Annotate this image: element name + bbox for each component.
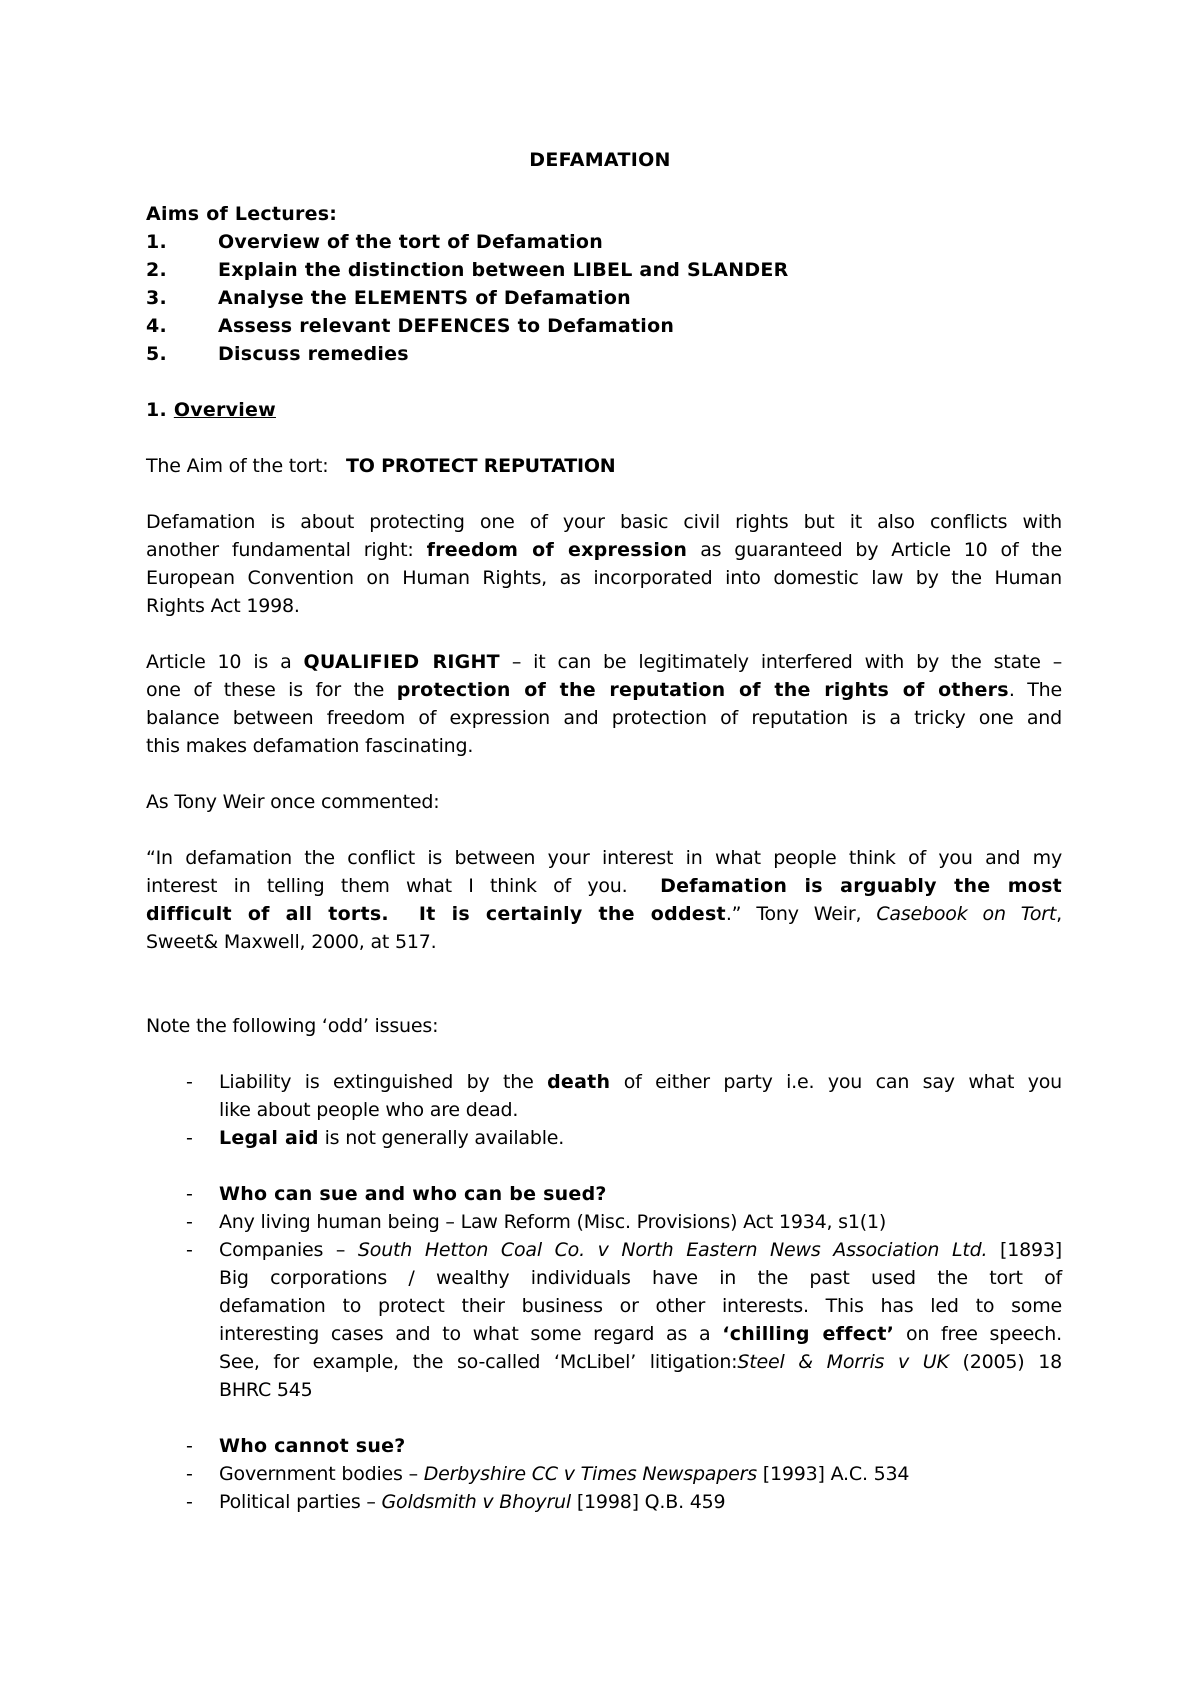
bullet-1-line2: like about people who are dead. [219, 1099, 519, 1121]
quote-line1: “In defamation the conflict is between your interest in what people think of you and my [146, 847, 1062, 869]
para2-emphasis: protection of the reputation of the rights of others [396, 679, 1009, 701]
para1-line3: European Convention on Human Rights, as incorporated into domestic law by the Human [146, 567, 1062, 589]
bullet-text: [1993] A.C. 534 [762, 1463, 910, 1485]
bullet-emphasis: ‘chilling effect’ [722, 1323, 895, 1345]
bullet-text: Companies – [219, 1239, 346, 1261]
case-name: Derbyshire CC v Times Newspapers [423, 1463, 757, 1485]
bullet-emphasis: death [547, 1071, 611, 1093]
para2-text: . [1008, 679, 1015, 701]
aims-item-number: 1. [146, 231, 167, 253]
aims-item-2 [146, 256, 789, 284]
bullet-5-line1 [219, 1236, 1062, 1264]
bullet-text: of either party i.e. you can say what you [623, 1071, 1063, 1093]
para1-line1: Defamation is about protecting one of your basic civil rights but it also conflicts with [146, 511, 1062, 533]
aims-item-text: Overview of the tort of Defamation [218, 231, 603, 253]
bullet-text: Liability is extinguished by the [219, 1071, 534, 1093]
bullet-text: See, for example, the so-called ‘McLibel’ litigation: [219, 1351, 738, 1373]
aims-item-text: Analyse the ELEMENTS of Defamation [218, 287, 631, 309]
bullet-6-heading: Who cannot sue? [219, 1435, 406, 1457]
aims-item-text: Explain the distinction between LIBEL and SLANDER [218, 259, 789, 281]
quote-book-title: Casebook on Tort [876, 903, 1057, 925]
para2-emphasis: QUALIFIED RIGHT [303, 651, 500, 673]
bullet-5-line2: Big corporations / wealthy individuals have in the past used the tort of [219, 1267, 1062, 1289]
para2-line2 [146, 676, 1062, 704]
quote-emphasis: difficult of all torts. [146, 903, 389, 925]
quote-emphasis: It is certainly the oddest [418, 903, 726, 925]
bullet-dash: - [186, 1491, 193, 1513]
aims-item-5 [146, 340, 409, 368]
bullet-5-line3: defamation to protect their business or other interests. This has led to some [219, 1295, 1062, 1317]
aim-value: TO PROTECT REPUTATION [346, 455, 616, 477]
quote-text: interest in telling them what I think of you. [146, 875, 628, 897]
aim-of-tort [146, 452, 616, 480]
bullet-1-line1 [219, 1068, 1062, 1096]
para1-emphasis: freedom of expression [426, 539, 688, 561]
bullet-3-heading: Who can sue and who can be sued? [219, 1183, 607, 1205]
para2-line4: this makes defamation fascinating. [146, 735, 474, 757]
section-title: Overview [173, 399, 276, 421]
bullet-dash: - [186, 1463, 193, 1485]
para1-line2 [146, 536, 1062, 564]
aim-label: The Aim of the tort: [146, 455, 329, 477]
bullet-text: (2005) 18 [962, 1351, 1062, 1373]
para2-line3: balance between freedom of expression and protection of reputation is a tricky one and [146, 707, 1062, 729]
aims-item-number: 5. [146, 343, 167, 365]
quote-line3 [146, 900, 1062, 928]
quote-line2 [146, 872, 1062, 900]
aims-item-text: Assess relevant DEFENCES to Defamation [218, 315, 675, 337]
bullet-text: interesting cases and to what some regard as a [219, 1323, 711, 1345]
para2-text: The [1027, 679, 1062, 701]
aims-item-1 [146, 228, 603, 256]
bullet-text: is not generally available. [324, 1127, 565, 1149]
case-name: Steel & Morris v UK [737, 1351, 949, 1373]
bullet-2 [219, 1124, 564, 1152]
section-heading-overview [146, 396, 276, 424]
aims-item-number: 4. [146, 315, 167, 337]
bullet-4: Any living human being – Law Reform (Misc. Provisions) Act 1934, s1(1) [219, 1211, 887, 1233]
weir-intro: As Tony Weir once commented: [146, 791, 440, 813]
aims-item-number: 2. [146, 259, 167, 281]
aims-item-3 [146, 284, 631, 312]
bullet-text: on free speech. [905, 1323, 1062, 1345]
bullet-dash: - [186, 1435, 193, 1457]
bullet-dash: - [186, 1211, 193, 1233]
bullet-emphasis: Legal aid [219, 1127, 319, 1149]
para1-line4: Rights Act 1998. [146, 595, 300, 617]
bullet-text: Government bodies – [219, 1463, 418, 1485]
para2-text: Article 10 is a [146, 651, 292, 673]
case-name: Goldsmith v Bhoyrul [381, 1491, 571, 1513]
bullet-8 [219, 1488, 725, 1516]
bullet-text: [1998] Q.B. 459 [576, 1491, 726, 1513]
quote-emphasis: Defamation is arguably the most [660, 875, 1062, 897]
odd-issues-intro: Note the following ‘odd’ issues: [146, 1015, 439, 1037]
para2-line1 [146, 648, 1062, 676]
quote-line4: Sweet& Maxwell, 2000, at 517. [146, 931, 437, 953]
bullet-dash: - [186, 1127, 193, 1149]
aims-item-4 [146, 312, 674, 340]
bullet-dash: - [186, 1239, 193, 1261]
document-title: DEFAMATION [529, 149, 671, 171]
case-name: South Hetton Coal Co. v North Eastern News Association Ltd. [357, 1239, 988, 1261]
aims-item-number: 3. [146, 287, 167, 309]
quote-text: , [1056, 903, 1062, 925]
section-number: 1. [146, 399, 167, 421]
bullet-text: Political parties – [219, 1491, 376, 1513]
aims-item-text: Discuss remedies [218, 343, 409, 365]
bullet-dash: - [186, 1071, 193, 1093]
bullet-5-line6: BHRC 545 [219, 1379, 313, 1401]
quote-text: .” Tony Weir, [725, 903, 862, 925]
para2-text: one of these is for the [146, 679, 385, 701]
bullet-dash: - [186, 1183, 193, 1205]
bullet-7 [219, 1460, 909, 1488]
bullet-5-line5 [219, 1348, 1062, 1376]
para1-text: as guaranteed by Article 10 of the [700, 539, 1063, 561]
bullet-5-line4 [219, 1320, 1062, 1348]
aims-heading: Aims of Lectures: [146, 203, 338, 225]
para2-text: – it can be legitimately interfered with by the state – [511, 651, 1062, 673]
bullet-text: [1893] [1000, 1239, 1062, 1261]
para1-text: another fundamental right: [146, 539, 414, 561]
